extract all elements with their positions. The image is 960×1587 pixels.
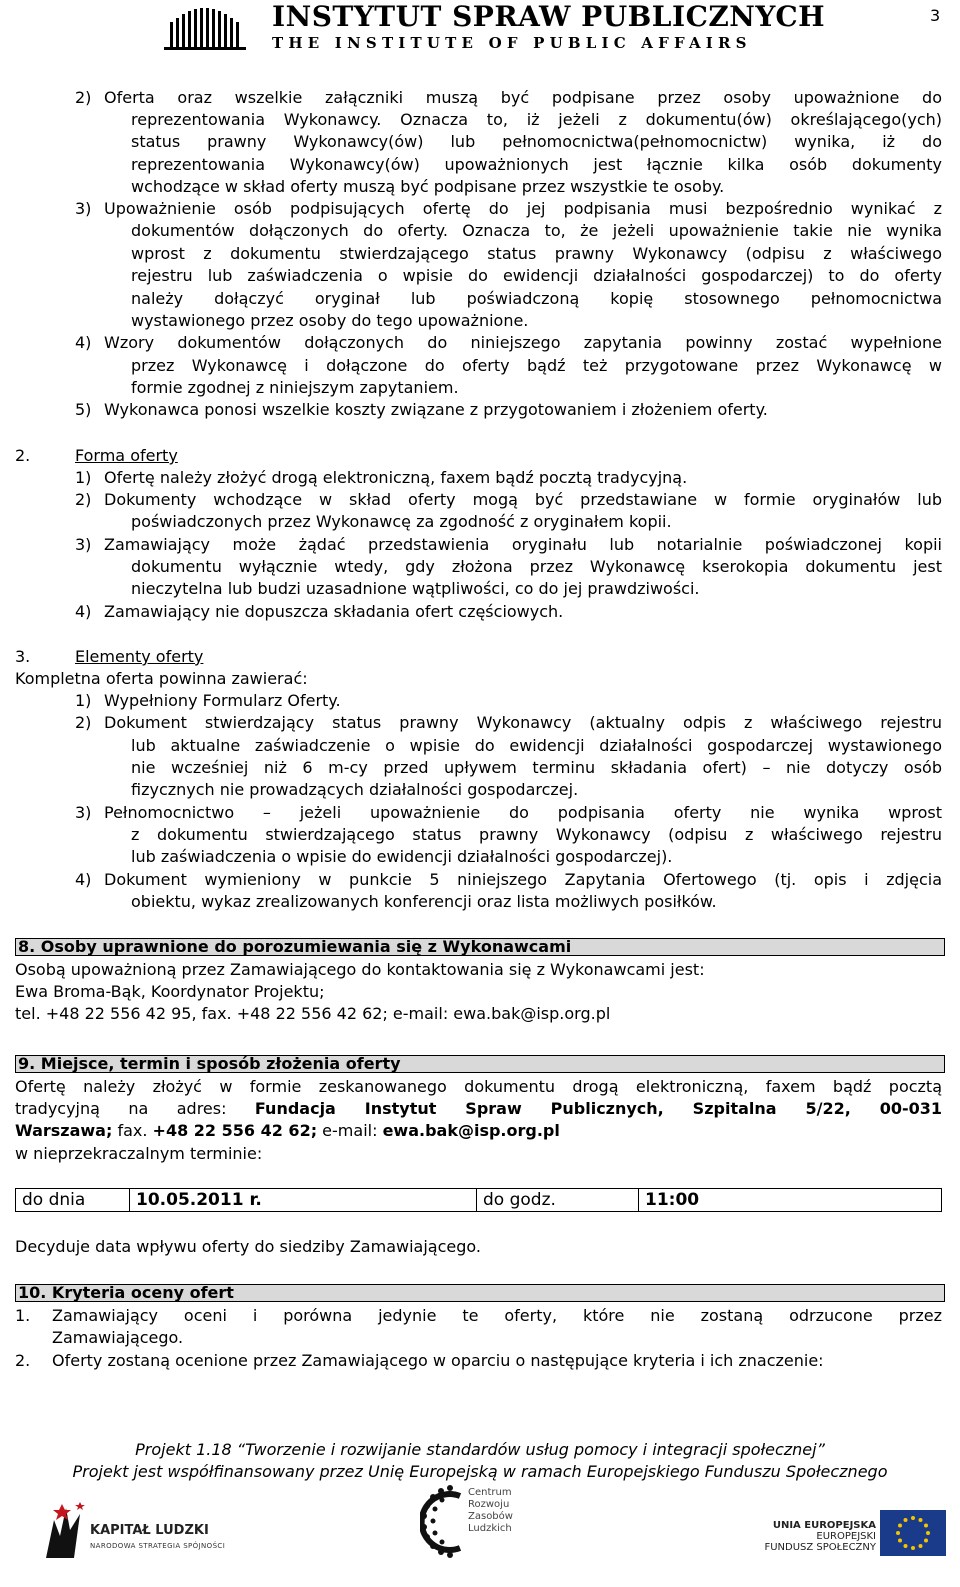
list-item-line: Zamawiającego. <box>52 1328 184 1347</box>
list-number: 3) <box>75 535 92 554</box>
list-item-line: Dokument wymieniony w punkcie 5 niniejszego Zapytania Ofertowego (tj. opis i zdjęcia <box>104 870 942 889</box>
list-item-line: nieczytelna lub budzi uzasadnione wątpliwości, co do jej prawdziwości. <box>131 579 700 598</box>
page-number: 3 <box>930 6 941 25</box>
section-8-title: 8. Osoby uprawnione do porozumiewania się z Wykonawcami <box>18 937 572 956</box>
list-number: 3) <box>75 199 92 218</box>
list-item-line: fizycznych nie prowadzących działalności gospodarczej. <box>131 780 579 799</box>
list-item-line: Zamawiający oceni i porówna jedynie te oferty, które nie zostaną odrzucone przez <box>52 1306 942 1325</box>
list-item-line: przez Wykonawcę i dołączone do oferty bądź też przygotowane przez Wykonawcę w <box>131 356 942 375</box>
list-item-line: Wzory dokumentów dołączonych do niniejszego zapytania powinny zostać wypełnione <box>104 333 942 352</box>
list-number: 1) <box>75 691 92 710</box>
institute-name-en: THE INSTITUTE OF PUBLIC AFFAIRS <box>272 34 752 52</box>
list-item-line: poświadczonych przez Wykonawcę za zgodność z oryginałem kopii. <box>131 512 672 531</box>
institute-logo-icon <box>162 4 252 50</box>
eu-line: EUROPEJSKI <box>816 1531 876 1542</box>
list-item-line: Dokument stwierdzający status prawny Wykonawcy (aktualny odpis z właściwego rejestru <box>104 713 942 732</box>
deadline-intro: w nieprzekraczalnym terminie: <box>15 1144 263 1163</box>
list-item-line: lub aktualne zaświadczenie o wpisie do ewidencji działalności gospodarczej wystawionego <box>131 736 942 755</box>
submission-fax-line <box>15 1120 560 1142</box>
list-number: 2. <box>15 1351 31 1370</box>
deadline-date-value: 10.05.2011 r. <box>130 1189 477 1212</box>
crzl-line: Zasobów <box>468 1511 513 1522</box>
list-number: 4) <box>75 602 92 621</box>
eu-line: UNIA EUROPEJSKA <box>772 1520 876 1531</box>
address-value: Fundacja Instytut Spraw Publicznych, Szpitalna 5/22, 00-031 <box>254 1099 942 1118</box>
submission-line: Ofertę należy złożyć w formie zeskanowanego dokumentu drogą elektroniczną, faxem bądź pocztą <box>15 1077 942 1096</box>
crzl-label <box>468 1487 513 1535</box>
list-number: 2) <box>75 490 92 509</box>
list-number: 2) <box>75 88 92 107</box>
list-number: 4) <box>75 333 92 352</box>
table-row <box>16 1189 942 1212</box>
crzl-line: Rozwoju <box>468 1499 510 1510</box>
fax-label: fax. <box>112 1121 153 1140</box>
crzl-line: Centrum <box>468 1487 512 1498</box>
list-item-line: dokumentu wyłącznie wtedy, gdy złożona przez Wykonawcę kserokopia dokumentu jest <box>131 557 942 576</box>
list-number: 1. <box>15 1306 31 1325</box>
list-item-line: lub zaświadczenia o wpisie do ewidencji działalności gospodarczej). <box>131 847 673 866</box>
list-item-line: Pełnomocnictwo – jeżeli upoważnienie do podpisania oferty nie wynika wprost <box>104 803 942 822</box>
eu-flag-icon <box>880 1510 946 1556</box>
section-10-title: 10. Kryteria oceny ofert <box>18 1283 234 1302</box>
list-item-line: nie wcześniej niż 6 m-cy przed upływem terminu składania ofert) – nie dotyczy osób <box>131 758 942 777</box>
email-label: e-mail: <box>317 1121 383 1140</box>
kapital-ludzki-sub: NARODOWA STRATEGIA SPÓJNOŚCI <box>90 1542 226 1550</box>
list-item-line: Zamawiający nie dopuszcza składania ofert częściowych. <box>104 602 564 621</box>
contact-phone-email: tel. +48 22 556 42 95, fax. +48 22 556 42 62; e-mail: ewa.bak@isp.org.pl <box>15 1004 611 1023</box>
deadline-note: Decyduje data wpływu oferty do siedziby Zamawiającego. <box>15 1237 481 1256</box>
deadline-date-label: do dnia <box>16 1189 130 1212</box>
list-item-line: status prawny Wykonawcy(ów) lub pełnomocnictwa(pełnomocnictw) wynika, iż do <box>131 132 942 151</box>
address-city: Warszawa; <box>15 1121 113 1140</box>
list-item-line: reprezentowania Wykonawcy(ów) upoważnionych jest łącznie kilka osób dokumenty <box>131 155 942 174</box>
section-number: 3. <box>15 647 31 666</box>
kapital-ludzki-label: KAPITAŁ LUDZKI <box>90 1523 209 1538</box>
contact-line: Osobą upoważnioną przez Zamawiającego do kontaktowania się z Wykonawcami jest: <box>15 960 705 979</box>
deadline-time-label: do godz. <box>477 1189 639 1212</box>
list-item-line: należy dołączyć oryginał lub poświadczoną kopię stosownego pełnomocnictwa <box>131 289 942 308</box>
list-item-line: obiektu, wykaz zrealizowanych konferencji oraz lista możliwych posiłków. <box>131 892 717 911</box>
contact-person: Ewa Broma-Bąk, Koordynator Projektu; <box>15 982 325 1001</box>
address-prefix: tradycyjną na adres: <box>15 1099 255 1118</box>
submission-address-line <box>15 1098 942 1120</box>
project-footer <box>0 1439 960 1483</box>
section-9-bar <box>15 1055 945 1073</box>
deadline-time-value: 11:00 <box>639 1189 942 1212</box>
eu-label <box>756 1520 876 1553</box>
institute-name-pl: INSTYTUT SPRAW PUBLICZNYCH <box>272 0 826 33</box>
list-number: 2) <box>75 713 92 732</box>
list-number: 1) <box>75 468 92 487</box>
section-9-title: 9. Miejsce, termin i sposób złożenia oferty <box>18 1054 401 1073</box>
kapital-ludzki-logo-icon <box>40 1500 86 1560</box>
list-item-line: Oferty zostaną ocenione przez Zamawiającego w oparciu o następujące kryteria i ich znaczenie: <box>52 1351 824 1370</box>
list-number: 4) <box>75 870 92 889</box>
list-item-line: wystawionego przez osoby do tego upoważnione. <box>131 311 529 330</box>
list-item-line: Wykonawca ponosi wszelkie koszty związane z przygotowaniem i złożeniem oferty. <box>104 400 768 419</box>
section-8-bar <box>15 938 945 956</box>
crzl-logo-icon <box>420 1482 464 1562</box>
email-value: ewa.bak@isp.org.pl <box>382 1121 560 1140</box>
list-item-line: Wypełniony Formularz Oferty. <box>104 691 341 710</box>
list-item-line: wchodzące w skład oferty muszą być podpisane przez wszystkie te osoby. <box>131 177 725 196</box>
list-item-line: Ofertę należy złożyć drogą elektroniczną, faxem bądź pocztą tradycyjną. <box>104 468 688 487</box>
eu-line: FUNDUSZ SPOŁECZNY <box>764 1542 876 1553</box>
section-10-bar <box>15 1284 945 1302</box>
project-line-1: Projekt 1.18 “Tworzenie i rozwijanie standardów usług pomocy i integracji społecznej” <box>135 1440 825 1459</box>
section-heading: Elementy oferty <box>75 647 204 666</box>
list-item-line: dokumentów dołączonych do oferty. Oznacza to, że jeżeli upoważnienie takie nie wynika <box>131 221 942 240</box>
crzl-line: Ludzkich <box>468 1523 512 1534</box>
list-item-line: Upoważnienie osób podpisujących ofertę do jej podpisania musi bezpośrednio wynikać z <box>104 199 942 218</box>
page-header <box>0 0 960 60</box>
list-item-line: wprost z dokumentu stwierdzającego status prawny Wykonawcy (odpisu z właściwego <box>131 244 942 263</box>
fax-value: +48 22 556 42 62; <box>152 1121 318 1140</box>
list-item-line: Dokumenty wchodzące w skład oferty mogą być przedstawiane w formie oryginałów lub <box>104 490 942 509</box>
project-line-2: Projekt jest współfinansowany przez Unię Europejską w ramach Europejskiego Funduszu Społecznego <box>72 1462 888 1481</box>
deadline-table <box>15 1188 942 1212</box>
list-item-line: reprezentowania Wykonawcy. Oznacza to, iż jeżeli z dokumentu(ów) określającego(ych) <box>131 110 942 129</box>
list-number: 3) <box>75 803 92 822</box>
list-item-line: Oferta oraz wszelkie załączniki muszą być podpisane przez osoby upoważnione do <box>104 88 942 107</box>
list-item-line: rejestru lub zaświadczenia o wpisie do ewidencji działalności gospodarczej) to do oferty <box>131 266 942 285</box>
section-number: 2. <box>15 446 31 465</box>
section-heading: Forma oferty <box>75 446 178 465</box>
list-item-line: formie zgodnej z niniejszym zapytaniem. <box>131 378 459 397</box>
list-item-line: Zamawiający może żądać przedstawienia oryginału lub notarialnie poświadczonej kopii <box>104 535 942 554</box>
section-intro: Kompletna oferta powinna zawierać: <box>15 669 308 688</box>
list-item-line: z dokumentu stwierdzającego status prawny Wykonawcy (odpisu z właściwego rejestru <box>131 825 942 844</box>
list-number: 5) <box>75 400 92 419</box>
